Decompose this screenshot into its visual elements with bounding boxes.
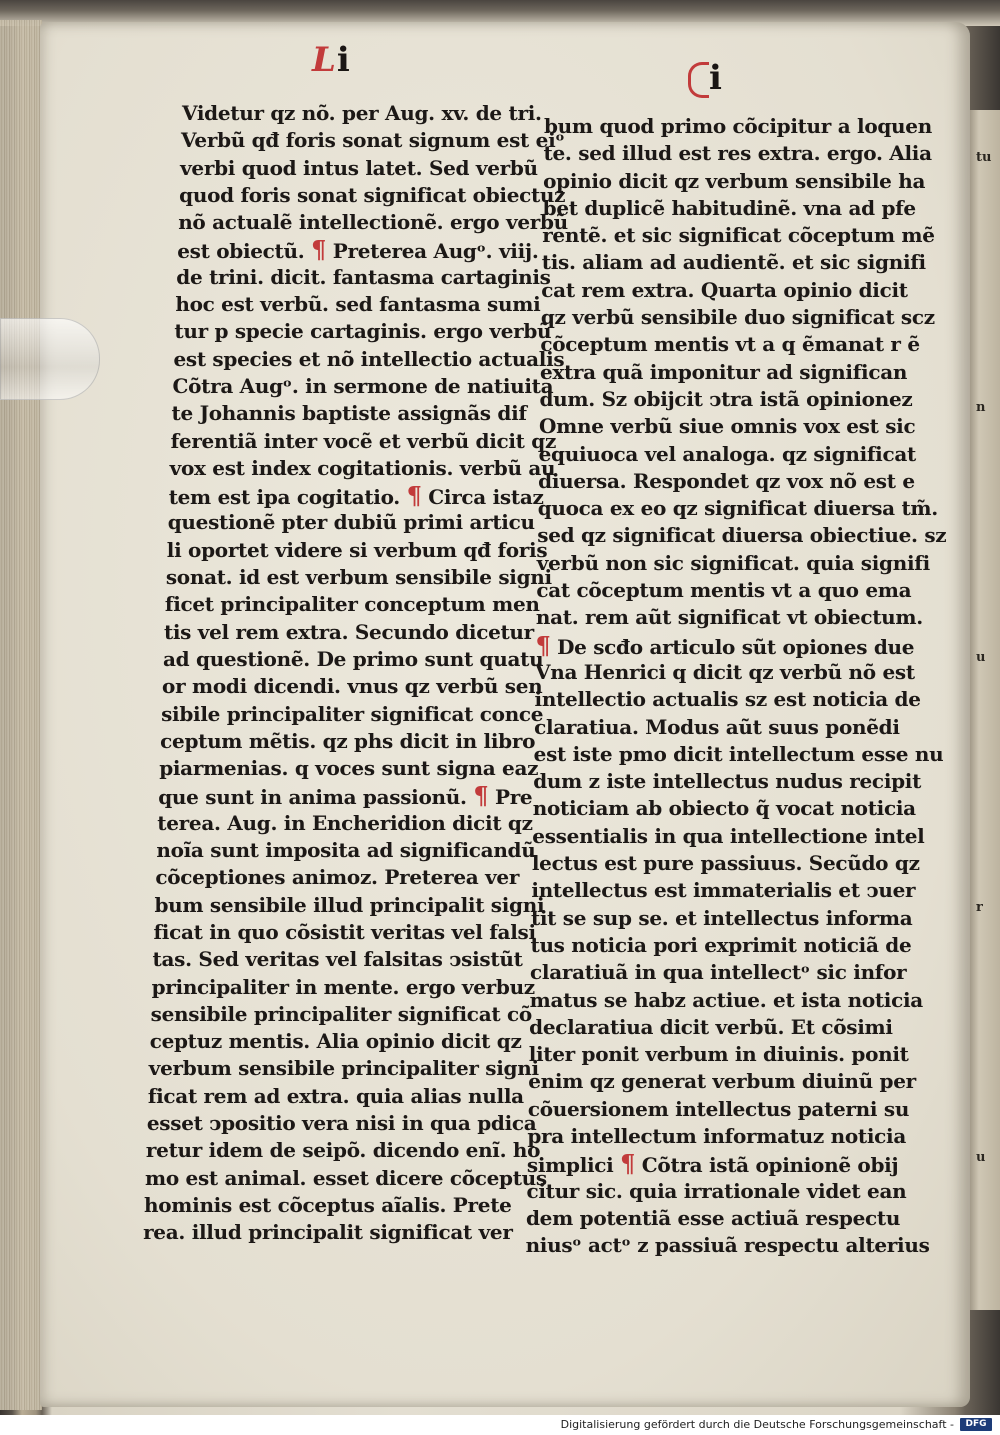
text-line: verbum sensibile principaliter signi xyxy=(148,1056,539,1081)
text-line: terea. Aug. in Encheridion dicit qz xyxy=(157,810,533,835)
text-line: simplici ¶ Cõtra istã opinionẽ obij xyxy=(526,1149,899,1179)
text-line: cõceptum mentis vt a q ẽmanat r ẽ xyxy=(540,332,920,357)
text-line: matus se habz actiue. et ista noticia xyxy=(529,987,923,1012)
text-line: intellectio actualis sz est noticia de xyxy=(534,687,921,712)
text-line: cat rem extra. Quarta opinio dicit xyxy=(541,277,908,302)
text-line: vox est index cogitationis. verbũ au xyxy=(169,455,556,480)
text-line: pra intellectum informatuz noticia xyxy=(527,1123,906,1148)
text-line: piarmenias. q voces sunt signa eaz xyxy=(159,756,539,781)
text-line: cõuersionem intellectus paterni su xyxy=(527,1096,910,1121)
text-line: diuersa. Respondet qz vox nõ est e xyxy=(538,468,915,493)
text-line: sonat. id est verbum sensibile signi xyxy=(165,565,552,590)
text-line: extra quã imponitur ad significan xyxy=(539,359,908,384)
text-line: enim qz generat verbum diuinũ per xyxy=(528,1069,916,1094)
running-head-left xyxy=(312,40,351,80)
text-line: quod foris sonat significat obiectuz xyxy=(179,182,566,207)
text-line: li oportet videre si verbum qđ foris xyxy=(166,537,548,562)
text-line: citur sic. quia irrationale videt ean xyxy=(526,1178,907,1203)
text-line: te Johannis baptiste assignãs dif xyxy=(171,401,527,426)
text-line: bum quod primo cõcipitur a loquen xyxy=(544,114,932,138)
text-line: rentẽ. et sic significat cõceptum mẽ xyxy=(542,223,935,248)
text-line: essentialis in qua intellectione intel xyxy=(532,823,925,848)
text-line: mo est animal. esset dicere cõceptus xyxy=(144,1165,547,1190)
text-line: Verbũ qđ foris sonat signum est eiᵒ xyxy=(181,128,565,153)
text-line: dum. Sz obijcit ↄtra istã opinionez xyxy=(539,386,913,411)
text-line: hominis est cõceptus aĩalis. Prete xyxy=(144,1192,512,1217)
next-leaf-fragment: tu xyxy=(976,150,992,165)
text-line: rea. illud principalit significat ver xyxy=(143,1220,513,1245)
text-line: claratiuã in qua intellectᵒ sic infor xyxy=(530,960,907,985)
text-line: Cõtra Augᵒ. in sermone de natiuita xyxy=(172,373,554,398)
page-edges-left xyxy=(0,20,42,1410)
next-leaf-fragment: u xyxy=(976,1150,986,1165)
text-line: qz verbũ sensibile duo significat scz xyxy=(540,305,935,330)
text-column-left xyxy=(143,100,568,1246)
text-line: Vna Henrici q dicit qz verbũ nõ est xyxy=(535,659,915,684)
dfg-logo: DFG xyxy=(960,1418,992,1431)
text-line: retur idem de seipõ. dicendo enĩ. ho xyxy=(145,1138,541,1163)
next-leaf-fragment: r xyxy=(976,900,983,915)
text-line: tur p specie cartaginis. ergo verbũ xyxy=(174,319,552,344)
text-line: sed qz significat diuersa obiectiue. sz xyxy=(537,523,947,548)
text-line: tus noticia pori exprimit noticiã de xyxy=(530,932,912,957)
text-line: ficat rem ad extra. quia alias nulla xyxy=(147,1083,524,1108)
text-line: verbũ non sic significat. quia signifi xyxy=(536,550,930,575)
text-line: opinio dicit qz verbum sensibile ha xyxy=(543,168,926,193)
text-line: bum sensibile illud principalit signi xyxy=(154,892,545,917)
text-line: ferentiã inter vocẽ et verbũ dicit qz xyxy=(170,428,557,453)
footer xyxy=(0,1415,1000,1435)
text-line: est species et nõ intellectio actualis xyxy=(173,346,565,371)
text-line: liter ponit verbum in diuinis. ponit xyxy=(528,1042,909,1067)
text-line: ad questionẽ. De primo sunt quatu xyxy=(163,646,544,671)
running-head-right-text: i xyxy=(709,58,723,98)
text-line: dum z iste intellectus nudus recipit xyxy=(533,769,922,794)
text-line: que sunt in anima passionũ. ¶ Pre xyxy=(158,781,533,811)
rubric-initial: L xyxy=(312,40,337,80)
next-leaf-edge xyxy=(965,110,1000,1310)
text-line: declaratiua dicit verbũ. Et cõsimi xyxy=(529,1014,893,1039)
text-line: te. sed illud est res extra. ergo. Alia xyxy=(543,141,932,166)
rubric-initial xyxy=(688,62,709,98)
text-line: questionẽ pter dubiũ primi articu xyxy=(167,510,535,535)
text-line: sensibile principaliter significat cõ xyxy=(150,1001,532,1026)
text-line: tis. aliam ad audientẽ. et sic signifi xyxy=(541,250,926,275)
text-line: verbi quod intus latet. Sed verbũ xyxy=(180,155,538,180)
text-line: principaliter in mente. ergo verbuz xyxy=(151,974,535,999)
text-line: tis vel rem extra. Secundo dicetur xyxy=(163,619,534,644)
text-line: Omne verbũ siue omnis vox est sic xyxy=(539,414,916,439)
text-line: ficat in quo cõsistit veritas vel falsi xyxy=(153,919,536,944)
text-line: ceptuz mentis. Alia opinio dicit qz xyxy=(149,1029,522,1054)
text-column-right xyxy=(525,113,947,1259)
text-line: tas. Sed veritas vel falsitas ↄsistũt xyxy=(152,947,523,972)
text-line: de trini. dicit. fantasma cartaginis xyxy=(176,264,551,289)
page-clip xyxy=(0,318,100,400)
text-line: tem est ipa cogitatio. ¶ Circa istaz xyxy=(168,481,544,511)
footer-credit: Digitalisierung gefördert durch die Deutsche Forschungsgemeinschaft - xyxy=(560,1418,954,1431)
text-line: sibile principaliter significat conce xyxy=(161,701,544,726)
text-line: nat. rem aũt significat vt obiectum. xyxy=(535,605,923,630)
text-line: noĩa sunt imposita ad significandũ xyxy=(156,838,536,863)
text-line: intellectus est immaterialis et ↄuer xyxy=(531,878,916,903)
text-line: or modi dicendi. vnus qz verbũ sen xyxy=(162,674,543,699)
text-line: claratiua. Modus aũt suus ponẽdi xyxy=(534,714,900,739)
text-line: cat cõceptum mentis vt a quo ema xyxy=(536,578,912,603)
text-line: tit se sup se. et intellectus informa xyxy=(530,905,913,930)
text-line: nõ actualẽ intellectionẽ. ergo verbũ xyxy=(178,210,568,235)
text-line: equiuoca vel analoga. qz significat xyxy=(538,441,916,466)
next-leaf-fragment: u xyxy=(976,650,986,665)
text-line: ceptum mẽtis. qz phs dicit in libro xyxy=(160,728,536,753)
text-line: Videtur qz nõ. per Aug. xv. de tri. xyxy=(182,101,542,125)
text-line: esset ↄpositio vera nisi in qua pdica xyxy=(146,1110,537,1135)
text-line: ¶ De scđo articulo sũt opiones due xyxy=(535,630,915,660)
text-line: lectus est pure passiuus. Secũdo qz xyxy=(531,851,920,876)
text-line: noticiam ab obiecto q̃ vocat noticia xyxy=(532,796,916,821)
running-head-left-text: i xyxy=(336,40,351,80)
text-line: quoca ex eo qz significat diuersa tm̃. xyxy=(537,496,938,521)
text-line: hoc est verbũ. sed fantasma sumi xyxy=(175,292,541,317)
text-line: dem potentiã esse actiuã respectu xyxy=(526,1205,901,1230)
running-head-right xyxy=(688,58,723,98)
next-leaf-fragment: n xyxy=(976,400,986,415)
text-line: cõceptiones animoz. Preterea ver xyxy=(155,865,520,890)
text-line: est obiectũ. ¶ Preterea Augᵒ. viij. xyxy=(177,235,539,265)
text-line: est iste pmo dicit intellectum esse nu xyxy=(533,741,944,766)
text-line: ficet principaliter conceptum men xyxy=(164,592,540,617)
text-line: bet duplicẽ habitudinẽ. vna ad pfe xyxy=(542,195,916,220)
text-line: niusᵒ actᵒ z passiuã respectu alterius xyxy=(525,1233,930,1258)
